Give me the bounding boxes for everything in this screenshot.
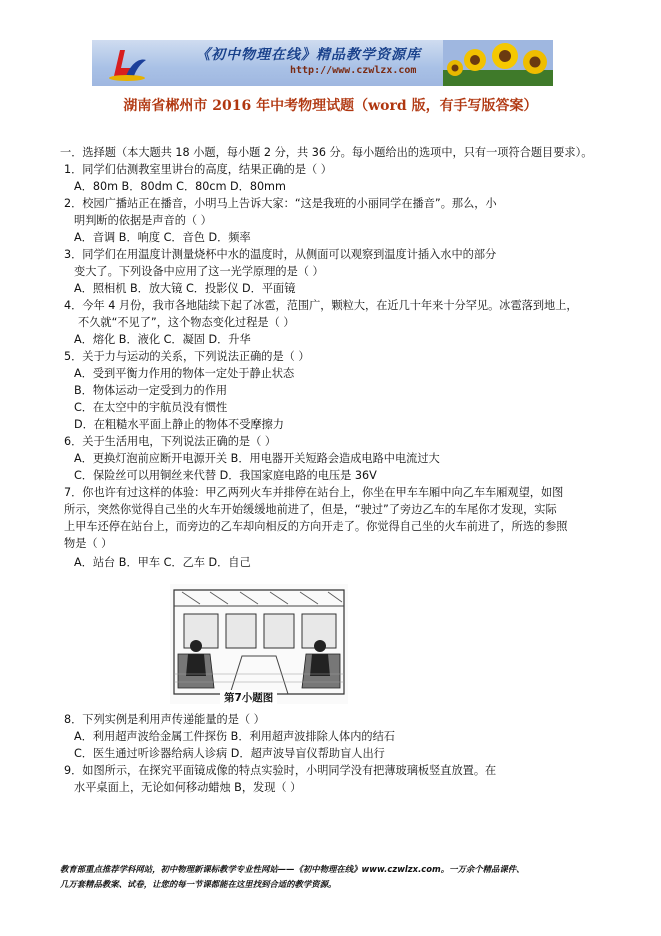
text-line: 7．你也许有过这样的体验：甲乙两列火车并排停在站台上，你坐在甲车车厢中向乙车车厢观望，如图 [64, 486, 564, 499]
text-line: 4．今年 4 月份，我市各地陆续下起了冰雹，范围广，颗粒大，在近几十年来十分罕见。冰雹落到地上， [64, 299, 578, 312]
text-line: 1．同学们估测教室里讲台的高度，结果正确的是（ ） [64, 163, 332, 176]
figure-caption: 第7小题图 [220, 690, 277, 705]
page-footer [60, 862, 620, 892]
text-line: A．照相机 B．放大镜 C．投影仪 D．平面镜 [74, 282, 296, 295]
text-line: C．在太空中的宇航员没有惯性 [74, 401, 228, 414]
text-line: 变大了。下列设备中应用了这一光学原理的是（ ） [74, 265, 324, 278]
sunflower-image [443, 40, 553, 86]
text-line: 物是（ ） [64, 537, 113, 550]
header-banner [92, 40, 553, 86]
text-line: 5．关于力与运动的关系，下列说法正确的是（ ） [64, 350, 310, 363]
text-line: A．音调 B．响度 C．音色 D．频率 [74, 231, 251, 244]
text-line: 所示，突然你觉得自己坐的火车开始缓缓地前进了，但是，“驶过”了旁边乙车的车尾你才发现，实际 [64, 503, 557, 516]
text-line: 不久就“不见了”，这个物态变化过程是（ ） [78, 316, 295, 329]
text-line: D．在粗糙水平面上静止的物体不受摩擦力 [74, 418, 284, 431]
text-line: 一．选择题（本大题共 18 小题，每小题 2 分，共 36 分。每小题给出的选项中，只有一项符合题目要求）。 [60, 146, 593, 159]
text-line: A．受到平衡力作用的物体一定处于静止状态 [74, 367, 295, 380]
text-line: A．利用超声波给金属工件探伤 B．利用超声波排除人体内的结石 [74, 730, 395, 743]
text-line: 明判断的依据是声音的（ ） [74, 214, 212, 227]
text-line: 6．关于生活用电，下列说法正确的是（ ） [64, 435, 277, 448]
text-line: C．保险丝可以用铜丝来代替 D．我国家庭电路的电压是 36V [74, 469, 377, 482]
text-line: B．物体运动一定受到力的作用 [74, 384, 228, 397]
footer-line-1: 教育部重点推荐学科网站，初中物理新课标教学专业性网站——《初中物理在线》www.czwlzx.com。一万余个精品课件、 [60, 864, 525, 874]
footer-line-2: 几万套精品教案、试卷，让您的每一节课都能在这里找到合适的教学资源。 [60, 879, 337, 889]
text-line: A．站台 B．甲车 C．乙车 D．自己 [74, 556, 251, 569]
text-line: 水平桌面上，无论如何移动蜡烛 B，发现（ ） [74, 781, 302, 794]
train-interior-figure [170, 584, 348, 704]
document-title: 湖南省郴州市 2016 年中考物理试题（word 版，有手写版答案） [123, 98, 538, 114]
text-line: 3．同学们在用温度计测量烧杯中水的温度时，从侧面可以观察到温度计插入水中的部分 [64, 248, 497, 261]
text-line: 8．下列实例是利用声传递能量的是（ ） [64, 713, 265, 726]
banner-title: 《初中物理在线》精品教学资源库 [196, 47, 421, 63]
banner-url[interactable]: http://www.czwlzx.com [290, 65, 417, 76]
text-line: A．80m B．80dm C．80cm D．80mm [74, 180, 286, 193]
text-line: 上甲车还停在站台上，而旁边的乙车却向相反的方向开走了。你觉得自己坐的火车前进了，所选的参照 [64, 520, 568, 533]
text-line: 2．校园广播站正在播音，小明马上告诉大家：“这是我班的小丽同学在播音”。那么，小 [64, 197, 497, 210]
site-logo [106, 44, 148, 82]
text-line: A．更换灯泡前应断开电源开关 B．用电器开关短路会造成电路中电流过大 [74, 452, 440, 465]
text-line: A．熔化 B．液化 C．凝固 D．升华 [74, 333, 251, 346]
text-line: C．医生通过听诊器给病人诊病 D．超声波导盲仪帮助盲人出行 [74, 747, 385, 760]
text-line: 9．如图所示，在探究平面镜成像的特点实验时，小明同学没有把薄玻璃板竖直放置。在 [64, 764, 497, 777]
